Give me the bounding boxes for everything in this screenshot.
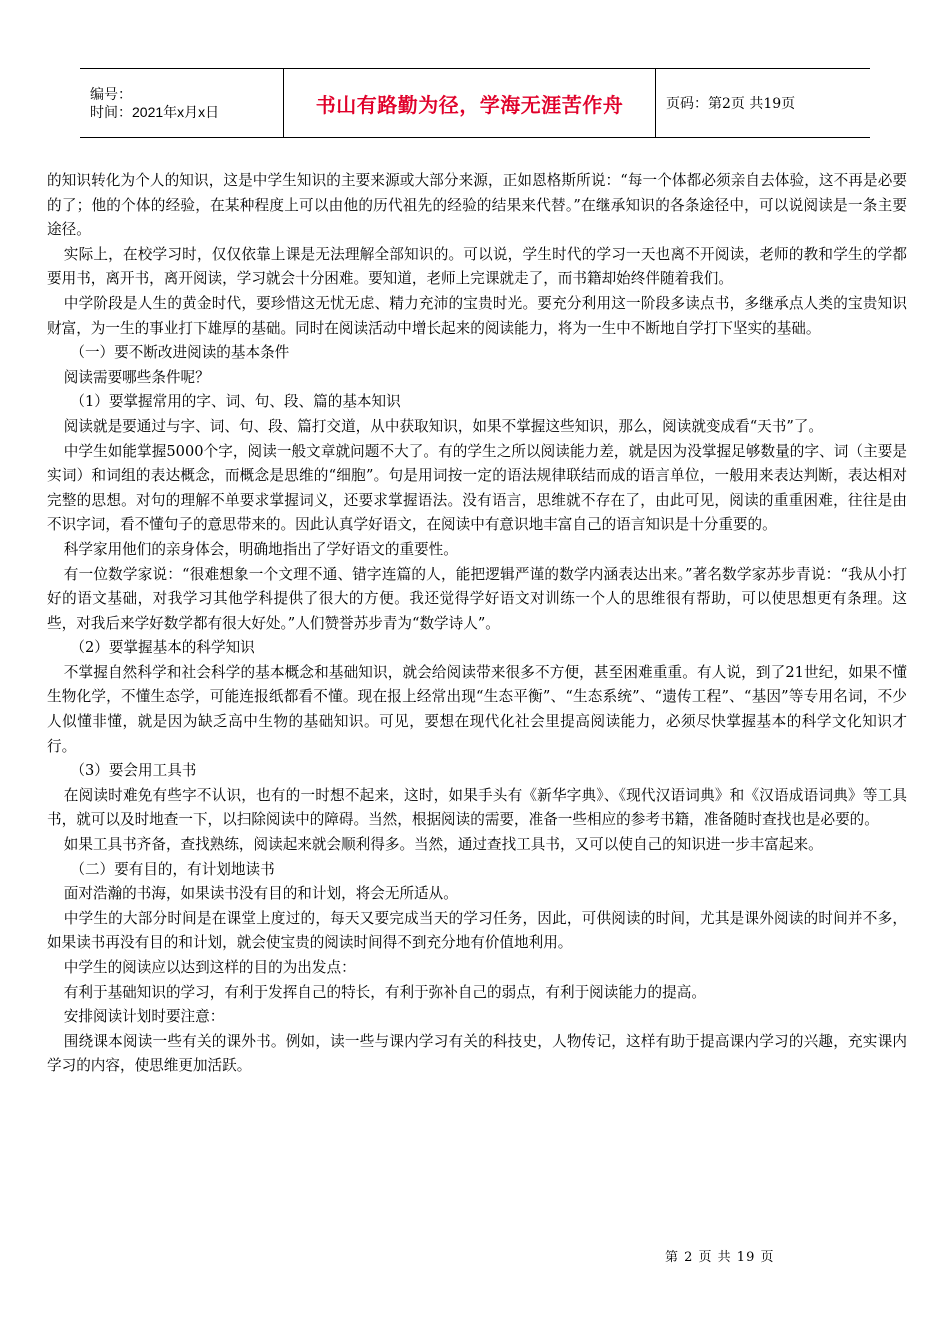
document-time-label: 时间：2021年x月x日 bbox=[90, 104, 220, 120]
page-footer: 第 2 页 共 19 页 bbox=[665, 1250, 775, 1265]
document-number-label: 编号： bbox=[90, 86, 132, 102]
header-meta bbox=[80, 69, 284, 137]
header-motto-cell bbox=[284, 69, 656, 137]
body-paragraph: 安排阅读计划时要注意： bbox=[63, 1008, 225, 1026]
body-paragraph: 中学生如能掌握5000个字，阅读一般文章就问题不大了。有的学生之所以阅读能力差，就是因为没掌握足够数量的字、词（主要是实词）和词组的表达概念，而概念是思维的“细胞”。句是用词按一定的语法规律联结而成的语言单位，一般用来表达判断，表达相对完整的思想。对句的理解不单要求掌握词义，还要求掌握语法。没有语言，思维就不存在了，由此可见，阅读的重重困难，往往是由不识字词，看不懂句子的意思带来的。因此认真学好语文，在阅读中有意识地丰富自己的语言知识是十分重要的。 bbox=[47, 442, 907, 534]
document-body bbox=[47, 169, 907, 1079]
body-paragraph: 中学阶段是人生的黄金时代，要珍惜这无忧无虑、精力充沛的宝贵时光。要充分利用这一阶段多读点书，多继承点人类的宝贵知识财富，为一生的事业打下雄厚的基础。同时在阅读活动中增长起来的阅读能力，将为一生中不断地自学打下坚实的基础。 bbox=[47, 294, 907, 337]
body-paragraph: 围绕课本阅读一些有关的课外书。例如，读一些与课内学习有关的科技史，人物传记，这样有助于提高课内学习的兴趣，充实课内学习的内容，使思维更加活跃。 bbox=[47, 1032, 907, 1075]
header-page-info: 页码：第2页 共19页 bbox=[666, 96, 796, 112]
subsection-heading: （2）要掌握基本的科学知识 bbox=[70, 639, 255, 657]
body-paragraph: 阅读需要哪些条件呢？ bbox=[63, 368, 210, 386]
body-paragraph: 阅读就是要通过与字、词、句、段、篇打交道，从中获取知识，如果不掌握这些知识，那么，阅读就变成看“天书”了。 bbox=[63, 417, 823, 435]
subsection-heading: （3）要会用工具书 bbox=[70, 762, 197, 780]
body-paragraph: 不掌握自然科学和社会科学的基本概念和基础知识，就会给阅读带来很多不方便，甚至困难重重。有人说，到了21世纪，如果不懂生物化学，不懂生态学，可能连报纸都看不懂。现在报上经常出现“生态平衡”、“生态系统”、“遗传工程”、“基因”等专用名词，不少人似懂非懂，就是因为缺乏高中生物的基础知识。可见，要想在现代化社会里提高阅读能力，必须尽快掌握基本的科学文化知识才行。 bbox=[47, 663, 907, 755]
section-heading: （一）要不断改进阅读的基本条件 bbox=[70, 344, 290, 362]
body-paragraph: 的知识转化为个人的知识，这是中学生知识的主要来源或大部分来源，正如恩格斯所说：“每一个体都必须亲自去体验，这不再是必要的了；他的个体的经验，在某种程度上可以由他的历代祖先的经验的结果来代替。”在继承知识的各条途径中，可以说阅读是一条主要途径。 bbox=[47, 172, 907, 239]
body-paragraph: 中学生的大部分时间是在课堂上度过的，每天又要完成当天的学习任务，因此，可供阅读的时间，尤其是课外阅读的时间并不多，如果读书再没有目的和计划，就会使宝贵的阅读时间得不到充分地有价值地利用。 bbox=[47, 909, 907, 952]
page-header bbox=[80, 68, 870, 138]
body-paragraph: 在阅读时难免有些字不认识，也有的一时想不起来，这时，如果手头有《新华字典》、《现代汉语词典》和《汉语成语词典》等工具书，就可以及时地查一下，以扫除阅读中的障碍。当然，根据阅读的需要，准备一些相应的参考书籍，准备随时查找也是必要的。 bbox=[47, 786, 907, 829]
header-page-cell bbox=[656, 69, 870, 137]
body-paragraph: 如果工具书齐备，查找熟练，阅读起来就会顺利得多。当然，通过查找工具书，又可以使自己的知识进一步丰富起来。 bbox=[63, 836, 823, 854]
body-paragraph: 中学生的阅读应以达到这样的目的为出发点： bbox=[63, 959, 356, 976]
body-paragraph: 有一位数学家说：“很难想象一个文理不通、错字连篇的人，能把逻辑严谨的数学内涵表达出来。”著名数学家苏步青说：“我从小打好的语文基础，对我学习其他学科提供了很大的方便。我还觉得学好语文对训练一个人的思维很有帮助，可以使思想更有条理。这些，对我后来学好数学都有很大好处。”人们赞誉苏步青为“数学诗人”。 bbox=[47, 565, 907, 632]
subsection-heading: （1）要掌握常用的字、词、句、段、篇的基本知识 bbox=[70, 393, 401, 411]
body-paragraph: 科学家用他们的亲身体会，明确地指出了学好语文的重要性。 bbox=[63, 540, 458, 558]
body-paragraph: 面对浩瀚的书海，如果读书没有目的和计划，将会无所适从。 bbox=[63, 885, 458, 903]
header-motto: 书山有路勤为径，学海无涯苦作舟 bbox=[315, 92, 624, 117]
section-heading: （二）要有目的，有计划地读书 bbox=[70, 860, 275, 878]
body-paragraph: 实际上，在校学习时，仅仅依靠上课是无法理解全部知识的。可以说，学生时代的学习一天也离不开阅读，老师的教和学生的学都要用书，离开书，离开阅读，学习就会十分困难。要知道，老师上完课就走了，而书籍却始终伴随着我们。 bbox=[47, 245, 907, 288]
body-paragraph: 有利于基础知识的学习，有利于发挥自己的特长，有利于弥补自己的弱点，有利于阅读能力的提高。 bbox=[63, 983, 706, 1001]
